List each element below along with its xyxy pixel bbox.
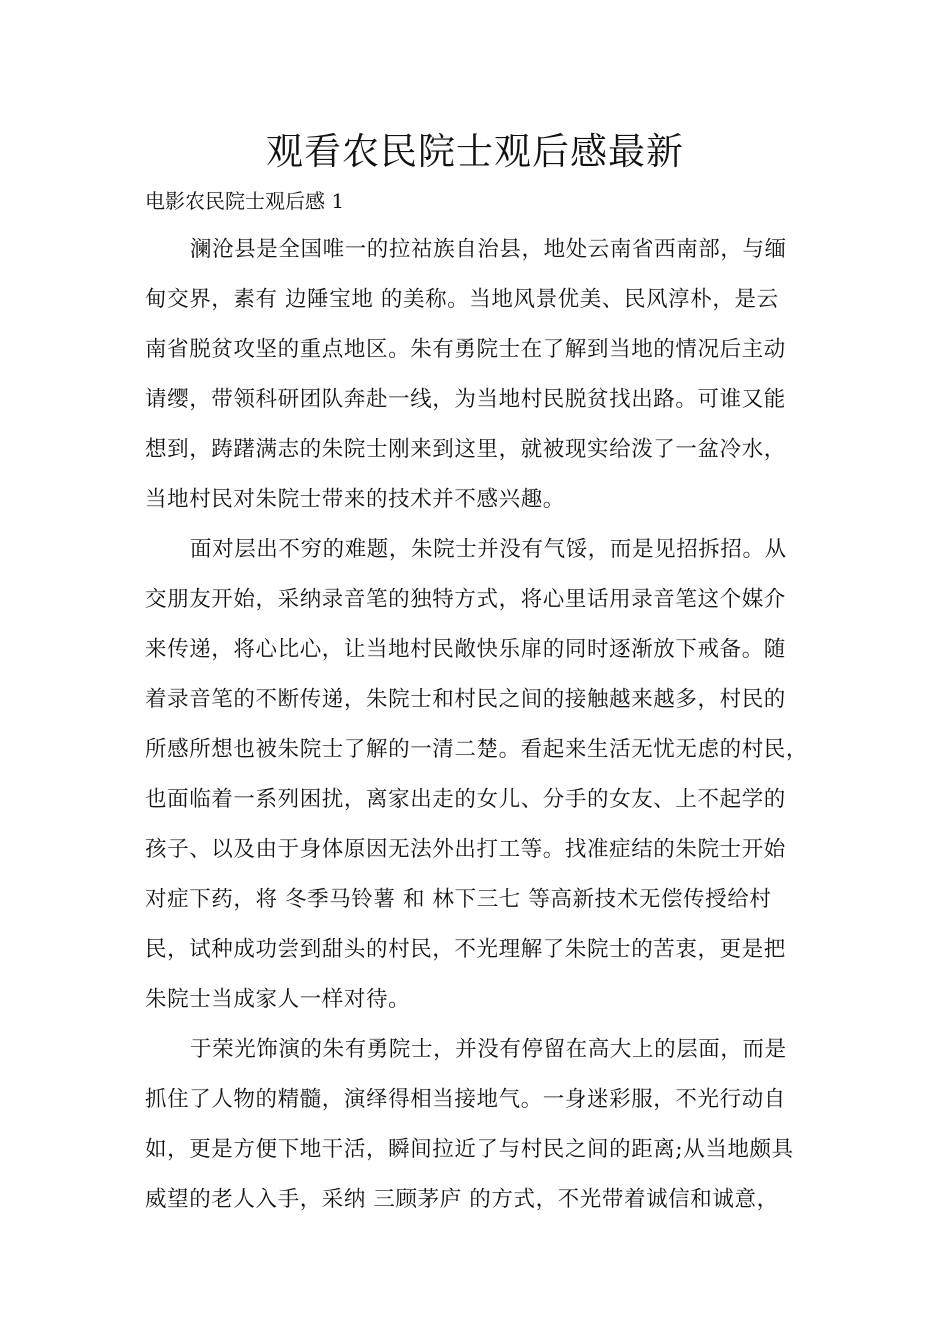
paragraph-1-line-3: 南省脱贫攻坚的重点地区。朱有勇院士在了解到当地的情况后主动: [145, 337, 786, 362]
paragraph-2-line-1: 面对层出不穷的难题，朱院士并没有气馁，而是见招拆招。从: [190, 537, 787, 562]
paragraph-3-line-2: 抓住了人物的精髓，演绎得相当接地气。一身迷彩服，不光行动自: [145, 1087, 786, 1112]
document-title: 观看农民院士观后感最新: [266, 130, 684, 173]
paragraph-2-line-3: 来传递，将心比心，让当地村民敞快乐扉的同时逐渐放下戒备。随: [145, 637, 786, 662]
paragraph-2-line-9: 民，试种成功尝到甜头的村民，不光理解了朱院士的苦衷，更是把: [145, 937, 786, 962]
paragraph-3-line-1: 于荣光饰演的朱有勇院士，并没有停留在高大上的层面，而是: [190, 1037, 787, 1062]
paragraph-3-line-4: 威望的老人入手，采纳 三顾茅庐 的方式，不光带着诚信和诚意，: [145, 1187, 779, 1212]
paragraph-2-line-8: 对症下药，将 冬季马铃薯 和 林下三七 等高新技术无偿传授给村: [145, 887, 772, 912]
paragraph-1-line-6: 当地村民对朱院士带来的技术并不感兴趣。: [145, 487, 565, 512]
paragraph-1-line-4: 请缨，带领科研团队奔赴一线，为当地村民脱贫找出路。可谁又能: [145, 387, 786, 412]
paragraph-2-line-4: 着录音笔的不断传递，朱院士和村民之间的接触越来越多，村民的: [145, 687, 786, 712]
paragraph-2-line-5: 所感所想也被朱院士了解的一清二楚。看起来生活无忧无虑的村民，: [145, 737, 809, 762]
paragraph-2-line-7: 孩子、以及由于身体原因无法外出打工等。找准症结的朱院士开始: [145, 837, 786, 862]
paragraph-2-line-6: 也面临着一系列困扰，离家出走的女儿、分手的女友、上不起学的: [145, 787, 786, 812]
paragraph-2-line-10: 朱院士当成家人一样对待。: [145, 987, 411, 1012]
paragraph-1-line-1: 澜沧县是全国唯一的拉祜族自治县，地处云南省西南部，与缅: [190, 237, 787, 262]
paragraph-1-line-5: 想到，踌躇满志的朱院士刚来到这里，就被现实给泼了一盆冷水，: [145, 437, 786, 462]
paragraph-3-line-3: 如，更是方便下地干活，瞬间拉近了与村民之间的距离;从当地颇具: [145, 1137, 794, 1162]
paragraph-1-line-2: 甸交界，素有 边陲宝地 的美称。当地风景优美、民风淳朴，是云: [145, 287, 779, 312]
paragraph-2-line-2: 交朋友开始，采纳录音笔的独特方式，将心里话用录音笔这个媒介: [145, 587, 786, 612]
document-subtitle: 电影农民院士观后感 1: [145, 189, 345, 213]
